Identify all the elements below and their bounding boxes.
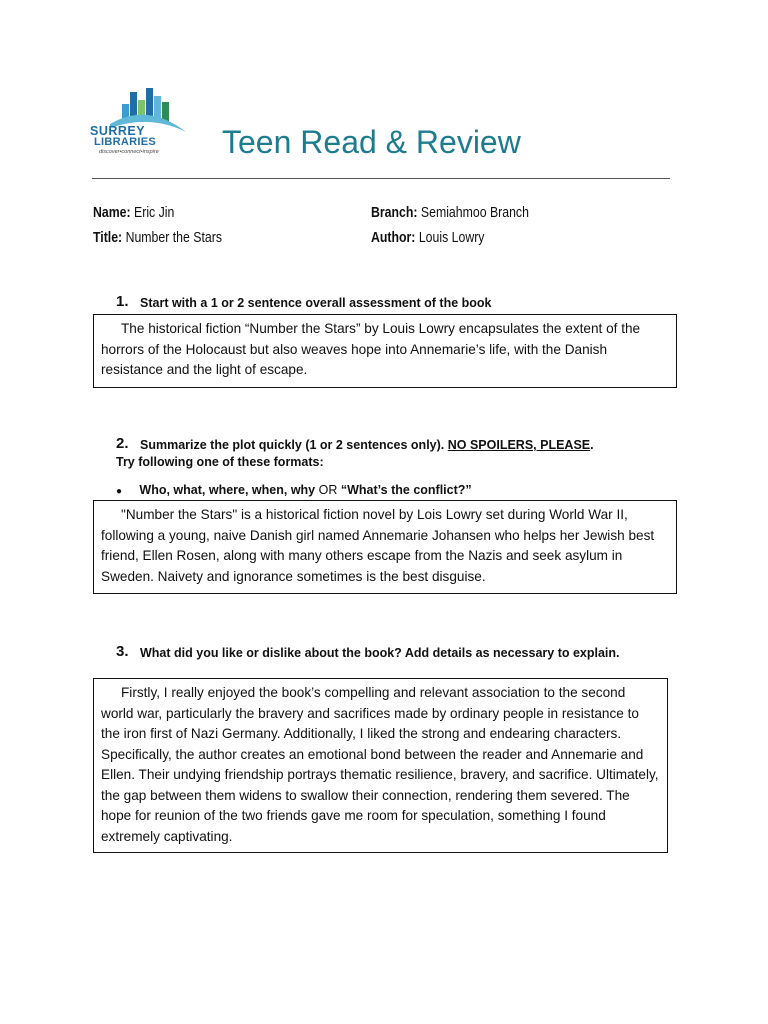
- name-field: [93, 204, 174, 221]
- title-value: Number the Stars: [125, 229, 222, 246]
- q2-format-bullet: [116, 483, 472, 497]
- author-field: [371, 229, 484, 246]
- q1-prompt: Start with a 1 or 2 sentence overall assessment of the book: [140, 296, 492, 310]
- q1-answer-box: [93, 314, 677, 388]
- q3-answer: Firstly, I really enjoyed the book’s compelling and relevant association to the second world war, particularly the bravery and sacrifices made by ordinary people in resistance to the iron first of Nazi Germany. Additionally, I liked the strong and endearing characters. Specifically, the author creates an emotional bond between the reader and Annemarie and Ellen. Their undying friendship portrays thematic resilience, bravery, and sacrifice. Ultimately, the gap between them widens to swallow their connection, rendering them severed. The hope for reunion of the two friends gave me room for speculation, something I found extremely captivating.: [101, 685, 659, 844]
- q1-answer: The historical fiction “Number the Stars” by Louis Lowry encapsulates the extent of the horrors of the Holocaust but also weaves hope into Annemarie’s life, with the Danish resistance and the light of escape.: [101, 321, 641, 377]
- q3-prompt: What did you like or dislike about the book? Add details as necessary to explain.: [140, 646, 620, 660]
- logo-tagline: discover•connect•inspire: [99, 149, 159, 155]
- q2-prompt: Summarize the plot quickly (1 or 2 sentences only). NO SPOILERS, PLEASE.: [140, 438, 594, 452]
- surrey-libraries-logo: [88, 84, 188, 164]
- branch-field: [371, 204, 529, 221]
- author-label: Author:: [371, 229, 416, 246]
- q2-prompt-emphasis: NO SPOILERS, PLEASE: [447, 438, 591, 452]
- q2-bullet-b: “What’s the conflict?”: [340, 483, 472, 497]
- q2-prompt-a: Summarize the plot quickly (1 or 2 sentences only).: [140, 438, 445, 452]
- q2-answer-box: [93, 500, 677, 594]
- logo-text-surrey: SURREY: [90, 124, 146, 138]
- q3-number: 3.: [116, 643, 129, 660]
- q2-bullet-or: OR: [318, 483, 338, 497]
- name-label: Name:: [93, 204, 131, 221]
- q2-bullet-a: Who, what, where, when, why: [139, 483, 316, 497]
- title-label: Title:: [93, 229, 123, 246]
- q3-answer-box: [93, 678, 668, 853]
- q2-answer: "Number the Stars" is a historical fiction novel by Lois Lowry set during World War II, following a young, naive Danish girl named Annemarie Johansen who helps her Jewish best friend, Ellen Rosen, along with many others escape from the Nazis and seek asylum in Sweden. Naivety and ignorance sometimes is the best disguise.: [101, 507, 655, 584]
- title-field: [93, 229, 222, 246]
- q1-number: 1.: [116, 293, 129, 310]
- q2-prompt-b: Try following one of these formats:: [116, 455, 324, 469]
- bullet-icon: ●: [116, 486, 123, 497]
- page-title: Teen Read & Review: [222, 124, 521, 160]
- name-value: Eric Jin: [134, 204, 175, 221]
- branch-value: Semiahmoo Branch: [420, 204, 529, 221]
- title-divider: [92, 178, 670, 179]
- q2-number: 2.: [116, 435, 129, 452]
- logo-text-libraries: LIBRARIES: [94, 136, 156, 148]
- branch-label: Branch:: [371, 204, 418, 221]
- author-value: Louis Lowry: [418, 229, 485, 246]
